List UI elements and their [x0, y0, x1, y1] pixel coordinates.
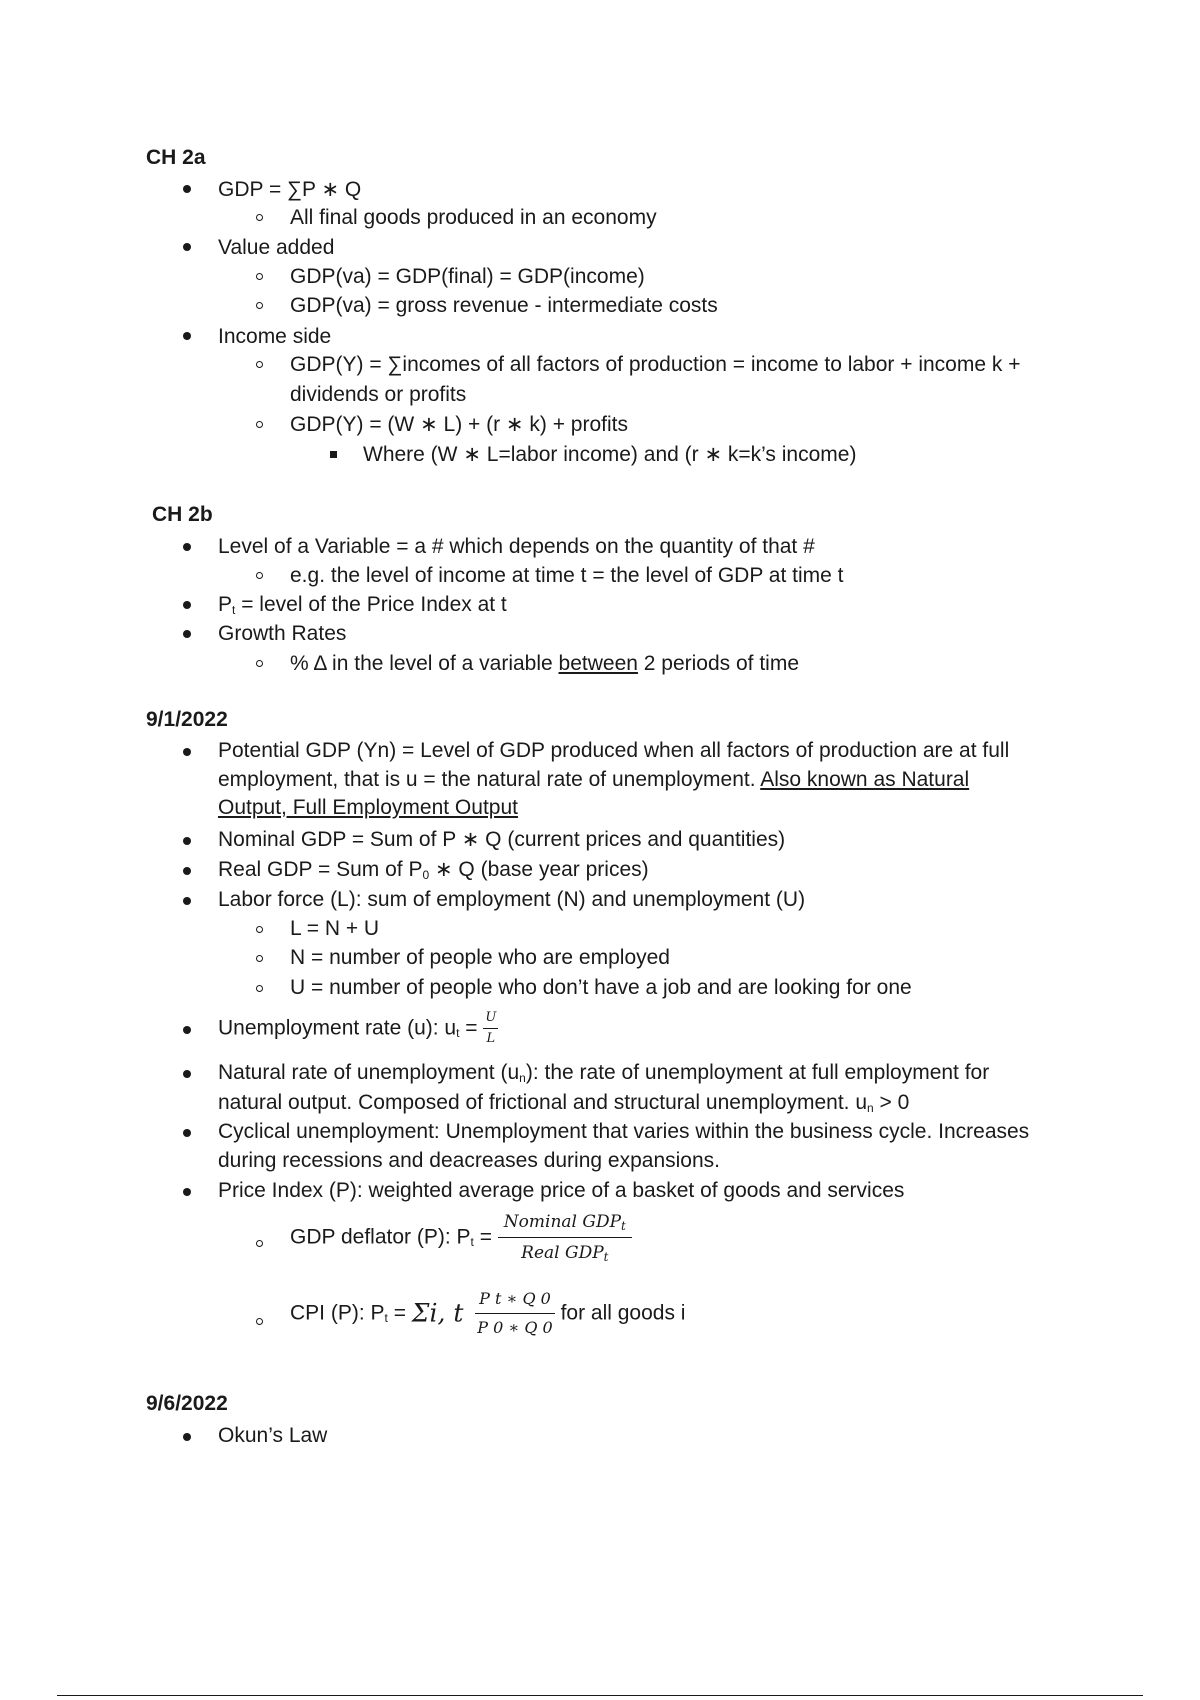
list-item-continuation: Output, Full Employment Output: [218, 796, 518, 819]
circle-bullet-icon: [256, 1318, 263, 1325]
list-item: Price Index (P): weighted average price of a basket of goods and services: [218, 1179, 905, 1202]
list-item-continuation: natural output. Composed of frictional and structural unemployment. $u_n > 0$: [218, 1091, 910, 1115]
list-item: Potential GDP (Yn) = Level of GDP produced when all factors of production are at full: [218, 739, 1010, 762]
bullet-icon: [183, 1188, 191, 1196]
fraction: $\frac{U}{L}$: [485, 1010, 497, 1046]
list-item: GDP(Y) = ∑incomes of all factors of production = income to labor + income k +: [290, 353, 1021, 376]
circle-bullet-icon: [256, 660, 263, 667]
circle-bullet-icon: [256, 985, 263, 992]
list-item: Where (W ∗ L=labor income) and (r ∗ k=k’s income): [363, 443, 857, 466]
list-item: e.g. the level of income at time t = the level of GDP at time t: [290, 564, 844, 587]
list-item: N = number of people who are employed: [290, 946, 670, 969]
list-item: Level of a Variable = a # which depends on the quantity of that #: [218, 535, 815, 558]
list-item-continuation: employment, that is u = the natural rate of unemployment. Also known as Natural: [218, 768, 970, 791]
circle-bullet-icon: [256, 572, 263, 579]
list-item-unemployment-rate: Unemployment rate (u): $u_t$ = $\frac{U}{L}$: [218, 1008, 1088, 1049]
square-bullet-icon: [330, 451, 337, 458]
bullet-icon: [183, 601, 191, 609]
bullet-icon: [183, 867, 191, 875]
list-item: GDP = ∑P ∗ Q: [218, 178, 362, 201]
circle-bullet-icon: [256, 421, 263, 428]
bullet-icon: [183, 543, 191, 551]
circle-bullet-icon: [256, 273, 263, 280]
list-item: Cyclical unemployment: Unemployment that varies within the business cycle. Increases: [218, 1120, 1030, 1143]
page-bottom-rule: [57, 1695, 1143, 1696]
list-item-gdp-deflator: GDP deflator (P): $P_t$ = $\frac{Nominal GDP_t}{Real GDP_t}$: [290, 1207, 1080, 1268]
list-item: GDP(va) = GDP(final) = GDP(income): [290, 265, 645, 288]
heading-ch2a: CH 2a: [146, 146, 206, 169]
circle-bullet-icon: [256, 1240, 263, 1247]
list-item: Nominal GDP = Sum of P ∗ Q (current prices and quantities): [218, 828, 786, 851]
deflator-fraction: $\frac{Nominal GDP_t}{Real GDP_t}$: [498, 1207, 632, 1268]
list-item: Labor force (L): sum of employment (N) and unemployment (U): [218, 888, 806, 911]
list-item: GDP(va) = gross revenue - intermediate costs: [290, 294, 718, 317]
list-item-continuation: during recessions and deacreases during expansions.: [218, 1149, 720, 1172]
bullet-icon: [183, 332, 191, 340]
list-item: U = number of people who don’t have a job and are looking for one: [290, 976, 912, 999]
bullet-icon: [183, 630, 191, 638]
list-item: GDP(Y) = (W ∗ L) + (r ∗ k) + profits: [290, 413, 628, 436]
bullet-icon: [183, 1129, 191, 1137]
bullet-icon: [183, 185, 191, 193]
list-item: Natural rate of unemployment $(u_n)$: the rate of unemployment at full employment for: [218, 1061, 990, 1085]
heading-ch2b: CH 2b: [152, 503, 213, 526]
bullet-icon: [183, 748, 191, 756]
list-item: Value added: [218, 236, 335, 259]
list-item: Okun’s Law: [218, 1424, 328, 1447]
bullet-icon: [183, 1070, 191, 1078]
list-item: Growth Rates: [218, 622, 347, 645]
circle-bullet-icon: [256, 955, 263, 962]
heading-9-6-2022: 9/6/2022: [146, 1392, 228, 1415]
heading-9-1-2022: 9/1/2022: [146, 708, 228, 731]
list-item: Income side: [218, 325, 332, 348]
circle-bullet-icon: [256, 214, 263, 221]
list-item: All final goods produced in an economy: [290, 206, 657, 229]
bullet-icon: [183, 897, 191, 905]
list-item: $P_t$ = level of the Price Index at t: [218, 593, 507, 617]
bullet-icon: [183, 837, 191, 845]
cpi-fraction: $\frac{\text{P t ∗ Q 0}}{P 0 ∗ Q 0}$: [475, 1285, 554, 1342]
list-item: L = N + U: [290, 917, 380, 940]
list-item: Real GDP = Sum of $P_0$ ∗ Q (base year prices): [218, 858, 649, 882]
bullet-icon: [183, 1026, 191, 1034]
circle-bullet-icon: [256, 302, 263, 309]
circle-bullet-icon: [256, 926, 263, 933]
bullet-icon: [183, 243, 191, 251]
bullet-icon: [183, 1433, 191, 1441]
list-item-continuation: dividends or profits: [290, 383, 467, 406]
list-item: % Δ in the level of a variable between 2 periods of time: [290, 652, 800, 675]
list-item-cpi: CPI (P): $P_t = \Sigma i$, t $\frac{\text{P t ∗ Q 0}}{P 0 ∗ Q 0}$ for all goods i: [290, 1285, 1080, 1342]
circle-bullet-icon: [256, 361, 263, 368]
